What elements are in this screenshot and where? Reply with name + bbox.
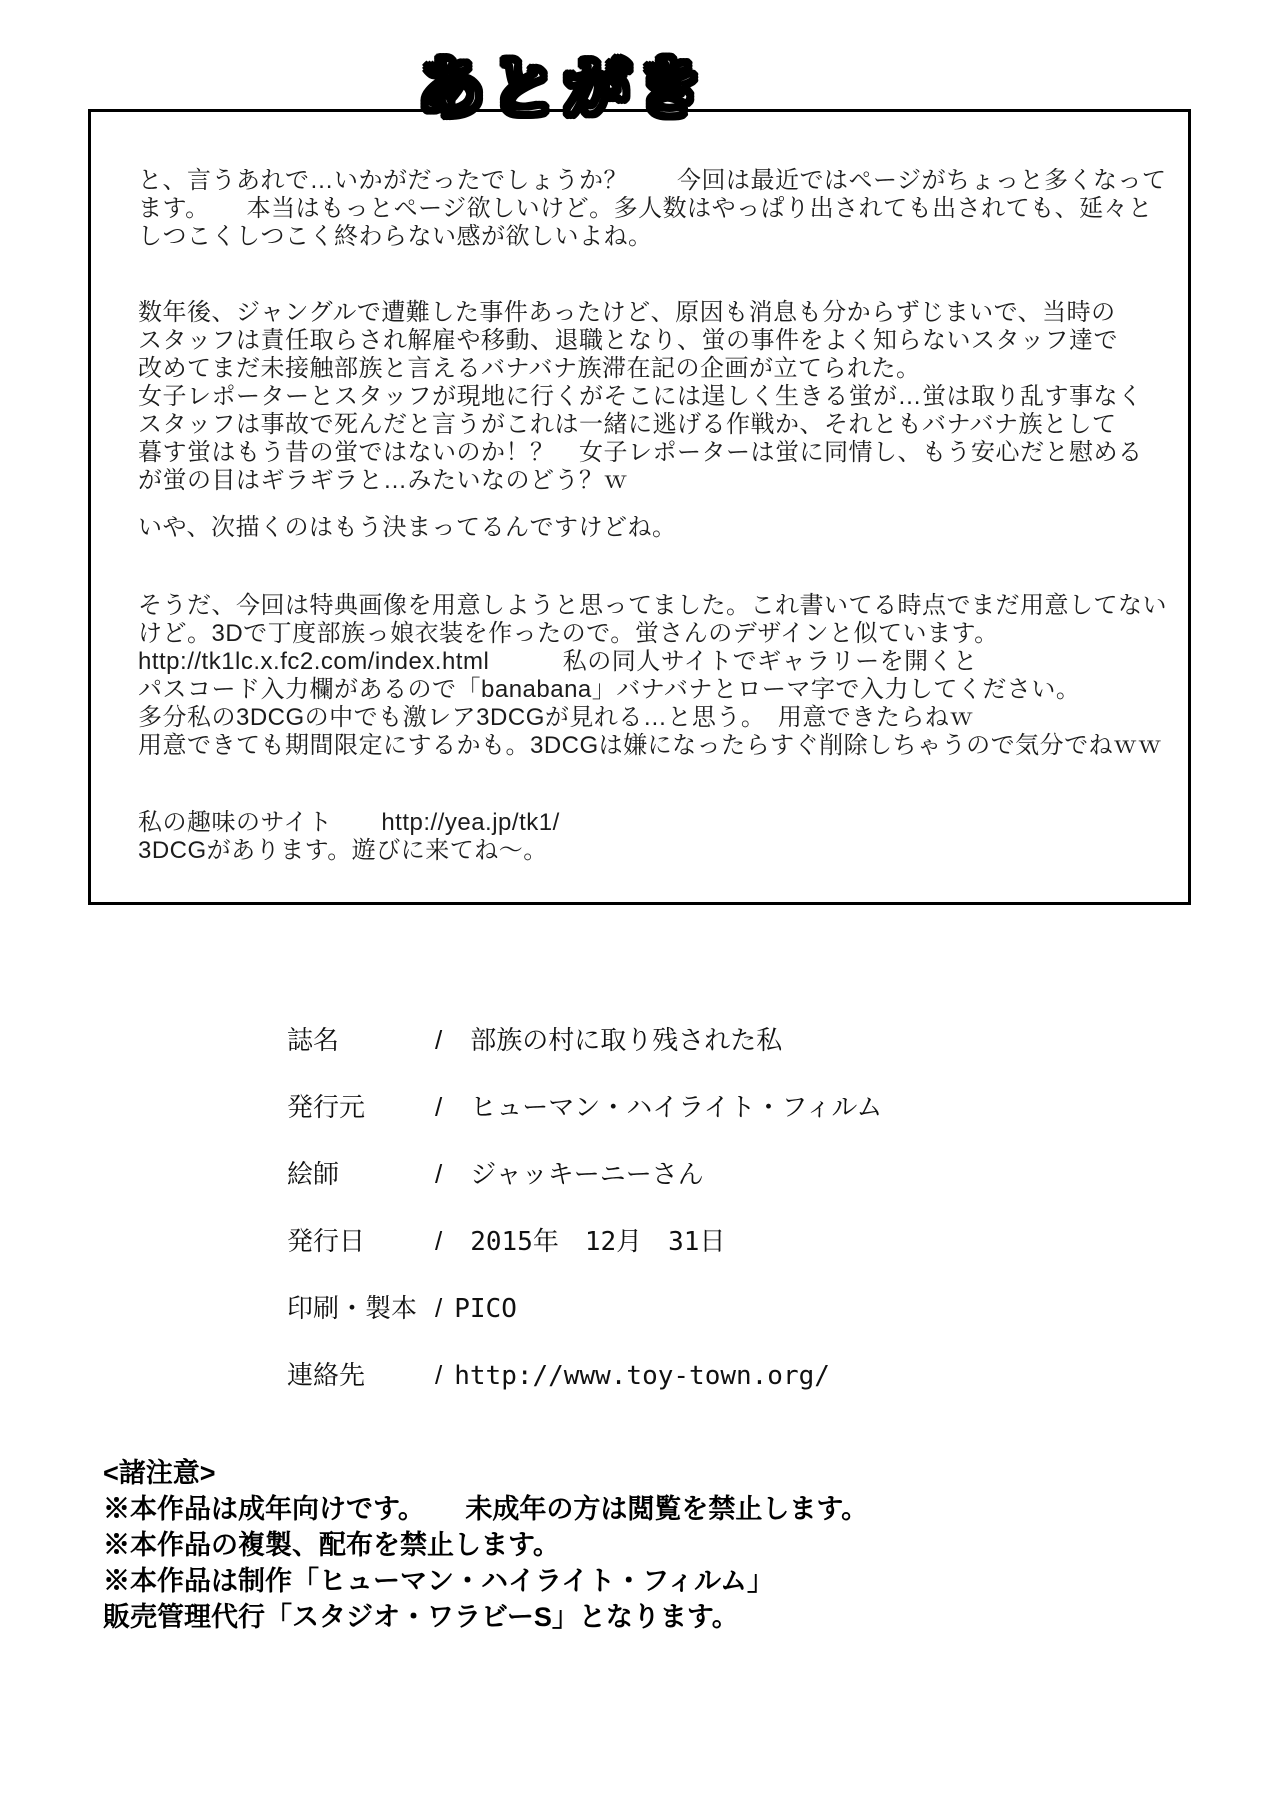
notices-lines: ※本作品は成年向けです。 未成年の方は閲覧を禁止します。 ※本作品の複製、配布を禁止します。 ※本作品は制作「ヒューマン・ハイライト・フィルム」 販売管理代行「スタジオ・ワラビーS」となります。	[103, 1494, 869, 1632]
colophon-row-title	[287, 1023, 882, 1057]
colophon-separator: /	[435, 1025, 443, 1055]
notices-heading: <諸注意>	[103, 1458, 216, 1488]
afterword-paragraph-2: 数年後、ジャングルで遭難した事件あったけど、原因も消息も分からずじまいで、当時の スタッフは責任取らされ解雇や移動、退職となり、蛍の事件をよく知らないスタッフ達で 改めてまだ未接触部族と言えるバナバナ族滞在記の企画が立てられた。 女子レポーターとスタッフが現地に行くがそこには逞しく生きる蛍が…蛍は取り乱す事なく スタッフは事故で死んだと言うがこれは一緒に逃げる作戦か、それともバナバナ族として 暮す蛍はもう昔の蛍ではないのか！？ 女子レポーターは蛍に同情し、もう安心だと慰める が蛍の目はギラギラと…みたいなのどう？ｗ	[138, 299, 1143, 494]
colophon-label: 印刷・製本	[287, 1293, 418, 1323]
colophon-separator: /	[435, 1159, 443, 1189]
colophon-row-artist	[287, 1157, 882, 1191]
colophon-value: ヒューマン・ハイライト・フィルム	[470, 1093, 883, 1122]
colophon-row-date	[287, 1224, 882, 1258]
colophon-separator: /	[435, 1360, 443, 1390]
colophon-separator: /	[435, 1092, 443, 1122]
colophon-label: 発行元	[287, 1093, 366, 1122]
colophon-row-contact	[287, 1358, 882, 1392]
colophon-label: 連絡先	[287, 1360, 366, 1390]
colophon-separator: /	[435, 1293, 443, 1323]
colophon-value: PICO	[454, 1294, 517, 1324]
page-title: あとがき	[418, 51, 710, 125]
afterword-paragraph-4: そうだ、今回は特典画像を用意しようと思ってました。これ書いてる時点でまだ用意してない けど。3Dで丁度部族っ娘衣装を作ったので。蛍さんのデザインと似ています。 http://tk1lc.x.fc2.com/index.html 私の同人サイトでギャラリーを開くと パスコード入力欄があるので「banabana」バナバナとローマ字で入力してください。 多分私の3DCGの中でも激レア3DCGが見れる…と思う。 用意できたらねｗ 用意できても期間限定にするかも。3DCGは嫌になったらすぐ削除しちゃうので気分でねｗｗ	[138, 592, 1167, 759]
colophon-label: 絵師	[287, 1160, 340, 1189]
colophon-separator: /	[435, 1226, 443, 1256]
colophon-value: 部族の村に取り残された私	[470, 1026, 783, 1055]
colophon-label: 発行日	[287, 1226, 366, 1256]
notices-section	[103, 1455, 868, 1635]
afterword-paragraph-1: と、言うあれで…いかがだったでしょうか？ 今回は最近ではページがちょっと多くなって ます。 本当はもっとページ欲しいけど。多人数はやっぱり出されても出されても、延々と しつこくしつこく終わらない感が欲しいよね。	[138, 167, 1167, 250]
colophon-row-printer	[287, 1291, 882, 1325]
colophon	[287, 1023, 882, 1425]
colophon-value: 2015年 12月 31日	[470, 1227, 726, 1257]
afterword-paragraph-5: 私の趣味のサイト http://yea.jp/tk1/ 3DCGがあります。遊びに来てね～。	[138, 809, 560, 864]
colophon-label: 誌名	[287, 1026, 340, 1055]
afterword-body	[91, 112, 1188, 865]
afterword-text-box	[88, 109, 1191, 905]
afterword-paragraph-3: いや、次描くのはもう決まってるんですけどね。	[138, 514, 677, 541]
colophon-contact-url: http://www.toy-town.org/	[454, 1361, 830, 1391]
colophon-value: ジャッキーニーさん	[470, 1160, 704, 1189]
colophon-row-publisher	[287, 1090, 882, 1124]
